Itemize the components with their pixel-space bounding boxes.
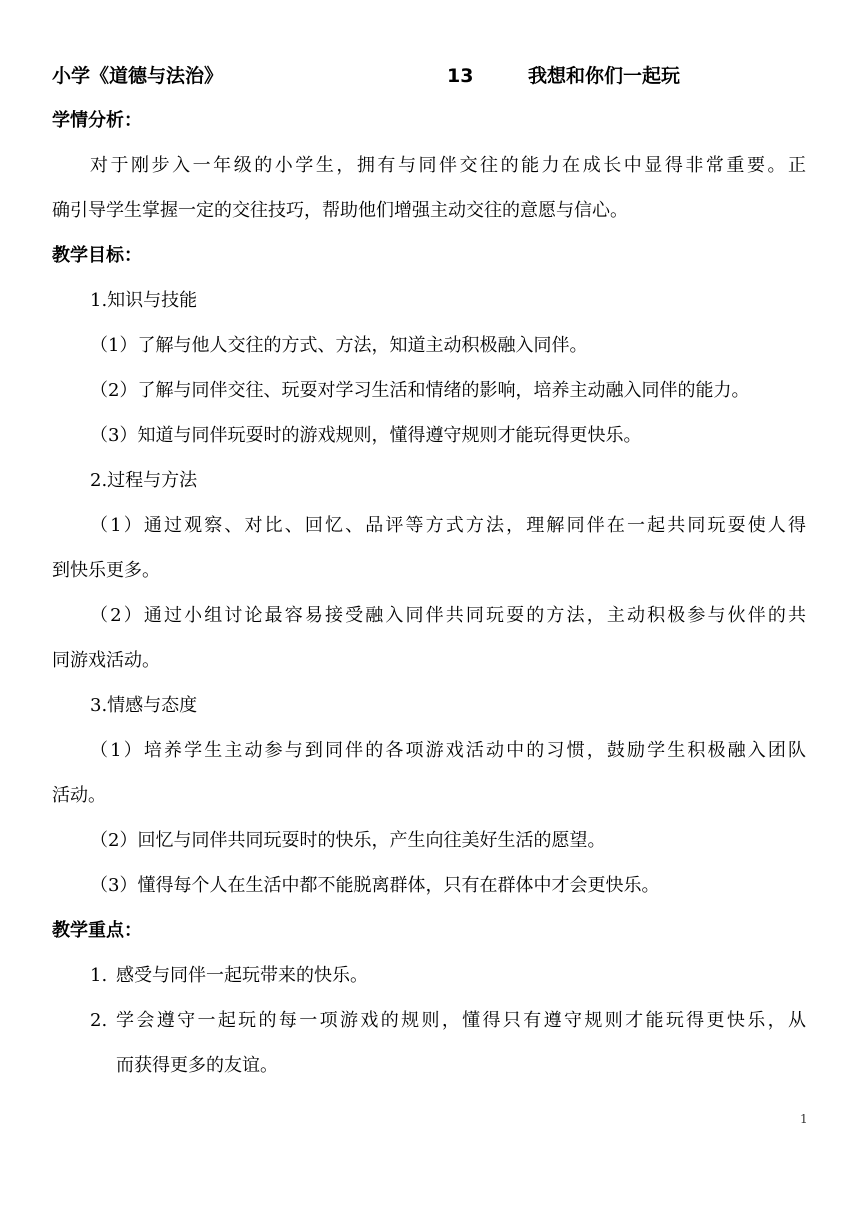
emotion-attitude-title: 3.情感与态度 — [90, 695, 198, 716]
key-point-2-line1: 学会遵守一起玩的每一项游戏的规则，懂得只有遵守规则才能玩得更快乐，从 — [116, 1010, 806, 1031]
emotion-item-1-line2: 活动。 — [52, 785, 106, 806]
lesson-number: 13 — [447, 65, 474, 87]
objectives-heading: 教学目标： — [52, 245, 142, 266]
key-point-1-number: 1. — [90, 965, 108, 986]
emotion-item-1-line1: （1）培养学生主动参与到同伴的各项游戏活动中的习惯，鼓励学生积极融入团队 — [90, 740, 806, 761]
knowledge-item-1: （1）了解与他人交往的方式、方法，知道主动积极融入同伴。 — [90, 335, 588, 356]
analysis-para-line2: 确引导学生掌握一定的交往技巧，帮助他们增强主动交往的意愿与信心。 — [52, 200, 628, 221]
emotion-item-3: （3）懂得每个人在生活中都不能脱离群体，只有在群体中才会更快乐。 — [90, 875, 660, 896]
process-item-2-line1: （2）通过小组讨论最容易接受融入同伴共同玩耍的方法，主动积极参与伙伴的共 — [90, 605, 806, 626]
emotion-item-2: （2）回忆与同伴共同玩耍时的快乐，产生向往美好生活的愿望。 — [90, 830, 606, 851]
process-item-1-line2: 到快乐更多。 — [52, 560, 160, 581]
knowledge-skills-title: 1.知识与技能 — [90, 290, 198, 311]
knowledge-item-2: （2）了解与同伴交往、玩耍对学习生活和情绪的影响，培养主动融入同伴的能力。 — [90, 380, 750, 401]
page-number: 1 — [800, 1112, 808, 1126]
lesson-title: 我想和你们一起玩 — [528, 65, 681, 87]
key-points-heading: 教学重点： — [52, 920, 142, 941]
knowledge-item-3: （3）知道与同伴玩耍时的游戏规则，懂得遵守规则才能玩得更快乐。 — [90, 425, 642, 446]
process-item-2-line2: 同游戏活动。 — [52, 650, 160, 671]
process-methods-title: 2.过程与方法 — [90, 470, 198, 491]
process-item-1-line1: （1）通过观察、对比、回忆、品评等方式方法，理解同伴在一起共同玩耍使人得 — [90, 515, 806, 536]
key-point-1: 感受与同伴一起玩带来的快乐。 — [116, 965, 368, 986]
course-title: 小学《道德与法治》 — [52, 65, 224, 87]
analysis-para-line1: 对于刚步入一年级的小学生，拥有与同伴交往的能力在成长中显得非常重要。正 — [90, 155, 806, 176]
key-point-2-line2: 而获得更多的友谊。 — [116, 1055, 278, 1076]
analysis-heading: 学情分析： — [52, 110, 142, 131]
key-point-2-number: 2. — [90, 1010, 108, 1031]
